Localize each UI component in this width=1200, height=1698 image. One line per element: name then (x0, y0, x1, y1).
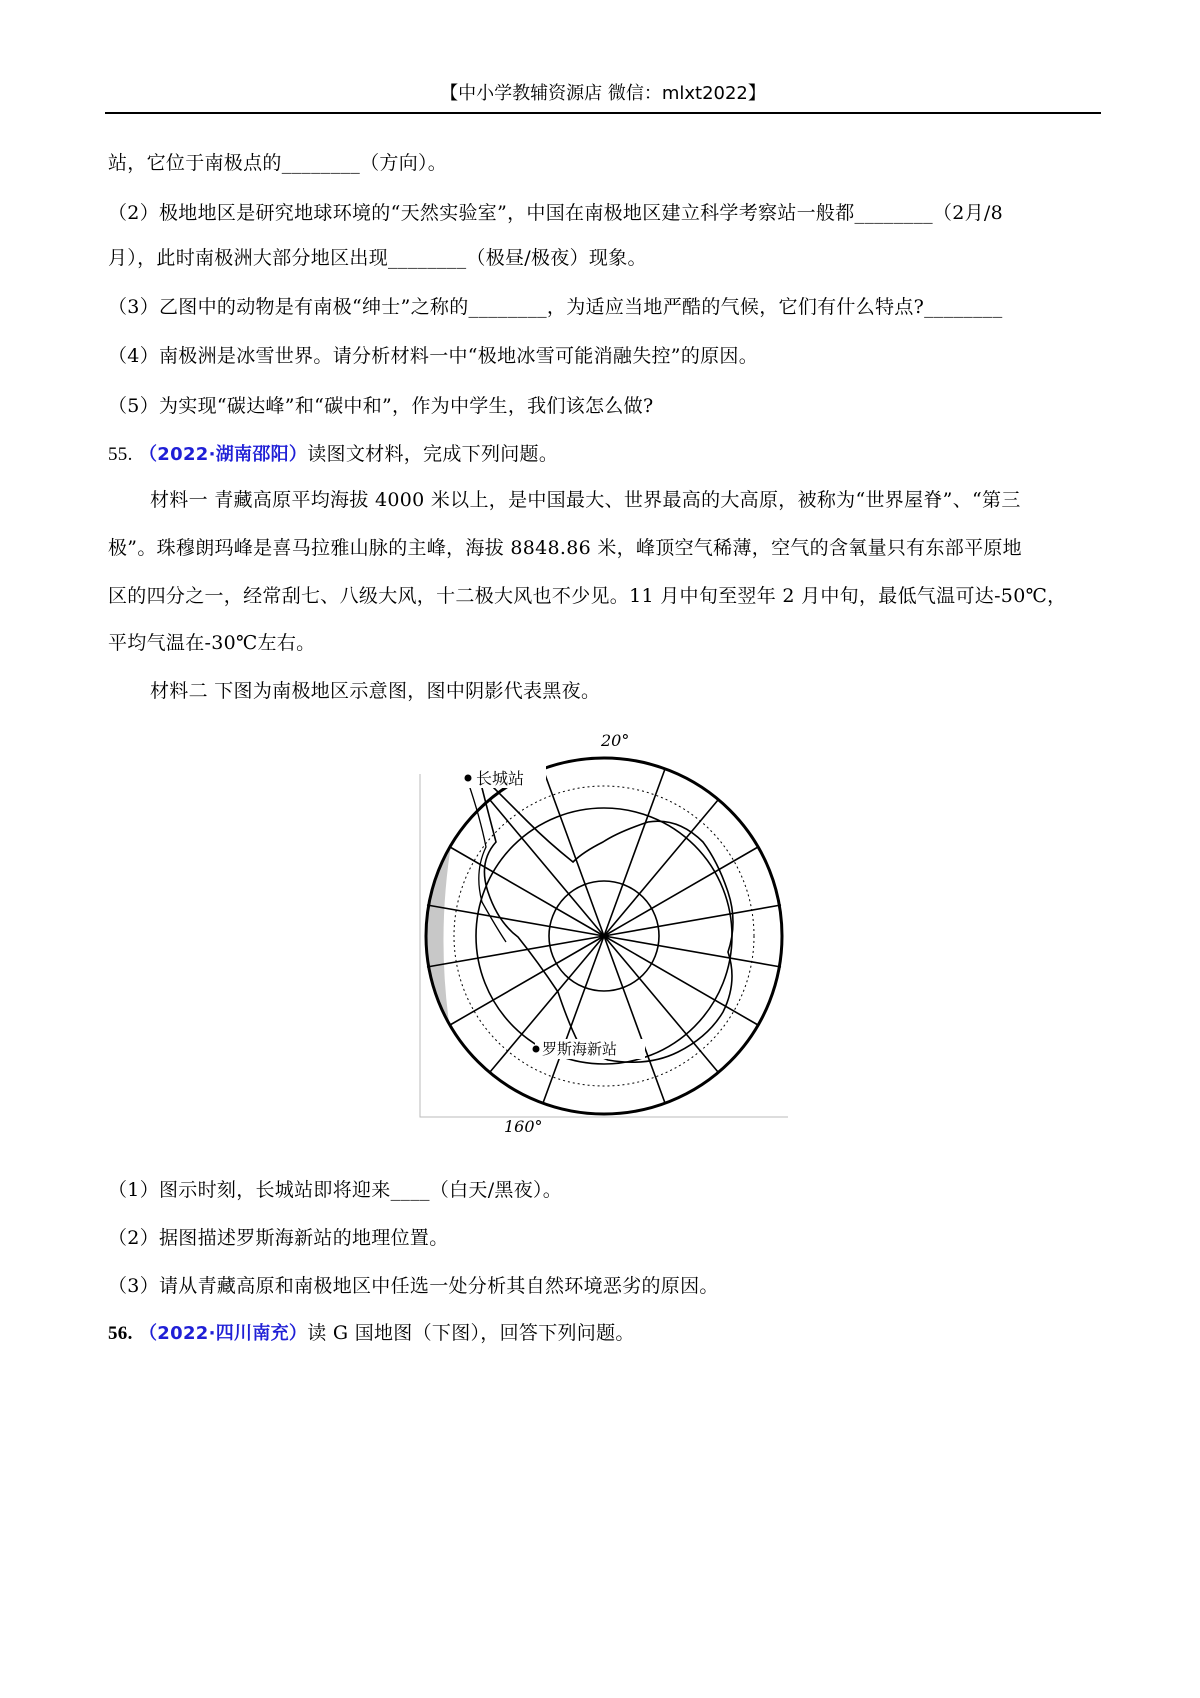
antarctic-map (408, 722, 800, 1140)
q55-material1-line3: 区的四分之一，经常刮七、八级大风，十二极大风也不少见。11 月中旬至翌年 2 月中旬，最低气温可达-50℃， (108, 585, 1067, 607)
great-wall-station-marker (465, 775, 472, 782)
q56-source: （2022·四川南充） (139, 1323, 308, 1344)
label-20deg: 20° (601, 731, 630, 750)
q56-number: 56. (108, 1323, 133, 1344)
q56-prompt: 读 G 国地图（下图），回答下列问题。 (307, 1322, 635, 1344)
q55-prompt: 读图文材料，完成下列问题。 (307, 443, 559, 465)
q54-sub2-line1: （2）极地地区是研究地球环境的“天然实验室”，中国在南极地区建立科学考察站一般都________（2月/8 (108, 202, 1003, 224)
q55-material1-line2: 极”。珠穆朗玛峰是喜马拉雅山脉的主峰，海拔 8848.86 米，峰顶空气稀薄，空气的含氧量只有东部平原地 (108, 537, 1022, 559)
q54-sub3: （3）乙图中的动物是有南极“绅士”之称的________，为适应当地严酷的气候，它们有什么特点?________ (108, 296, 1003, 318)
q54-sub5: （5）为实现“碳达峰”和“碳中和”，作为中学生，我们该怎么做? (108, 395, 654, 417)
page-header: 【中小学教辅资源店 微信：mlxt2022】 (105, 80, 1101, 114)
q55-sub3: （3）请从青藏高原和南极地区中任选一处分析其自然环境恶劣的原因。 (108, 1275, 719, 1297)
q55-source: （2022·湖南邵阳） (139, 444, 308, 465)
q55-sub2: （2）据图描述罗斯海新站的地理位置。 (108, 1227, 449, 1249)
q54-sub4: （4）南极洲是冰雪世界。请分析材料一中“极地冰雪可能消融失控”的原因。 (108, 345, 759, 367)
q55-material1-line4: 平均气温在-30℃左右。 (108, 632, 316, 654)
q55-material1-line1: 材料一 青藏高原平均海拔 4000 米以上，是中国最大、世界最高的大高原，被称为“世界屋脊”、“第三 (150, 489, 1021, 511)
q55-material2: 材料二 下图为南极地区示意图，图中阴影代表黑夜。 (150, 680, 601, 702)
antarctica-coastline (478, 772, 733, 1062)
ross-sea-station-marker (533, 1046, 540, 1053)
ross-sea-station-label: 罗斯海新站 (542, 1040, 618, 1058)
q55-number: 55. (108, 444, 133, 465)
label-160deg: 160° (504, 1117, 543, 1136)
q54-sub2-line2: 月），此时南极洲大部分地区出现________（极昼/极夜）现象。 (108, 247, 647, 269)
map-frame (420, 774, 788, 1117)
q55-sub1: （1）图示时刻，长城站即将迎来____（白天/黑夜）。 (108, 1179, 563, 1201)
great-wall-station-label: 长城站 (476, 769, 525, 788)
night-shade (408, 762, 470, 1114)
q54-line1: 站，它位于南极点的________（方向）。 (108, 152, 448, 174)
q56-heading (108, 1320, 635, 1347)
q55-heading (108, 441, 558, 468)
